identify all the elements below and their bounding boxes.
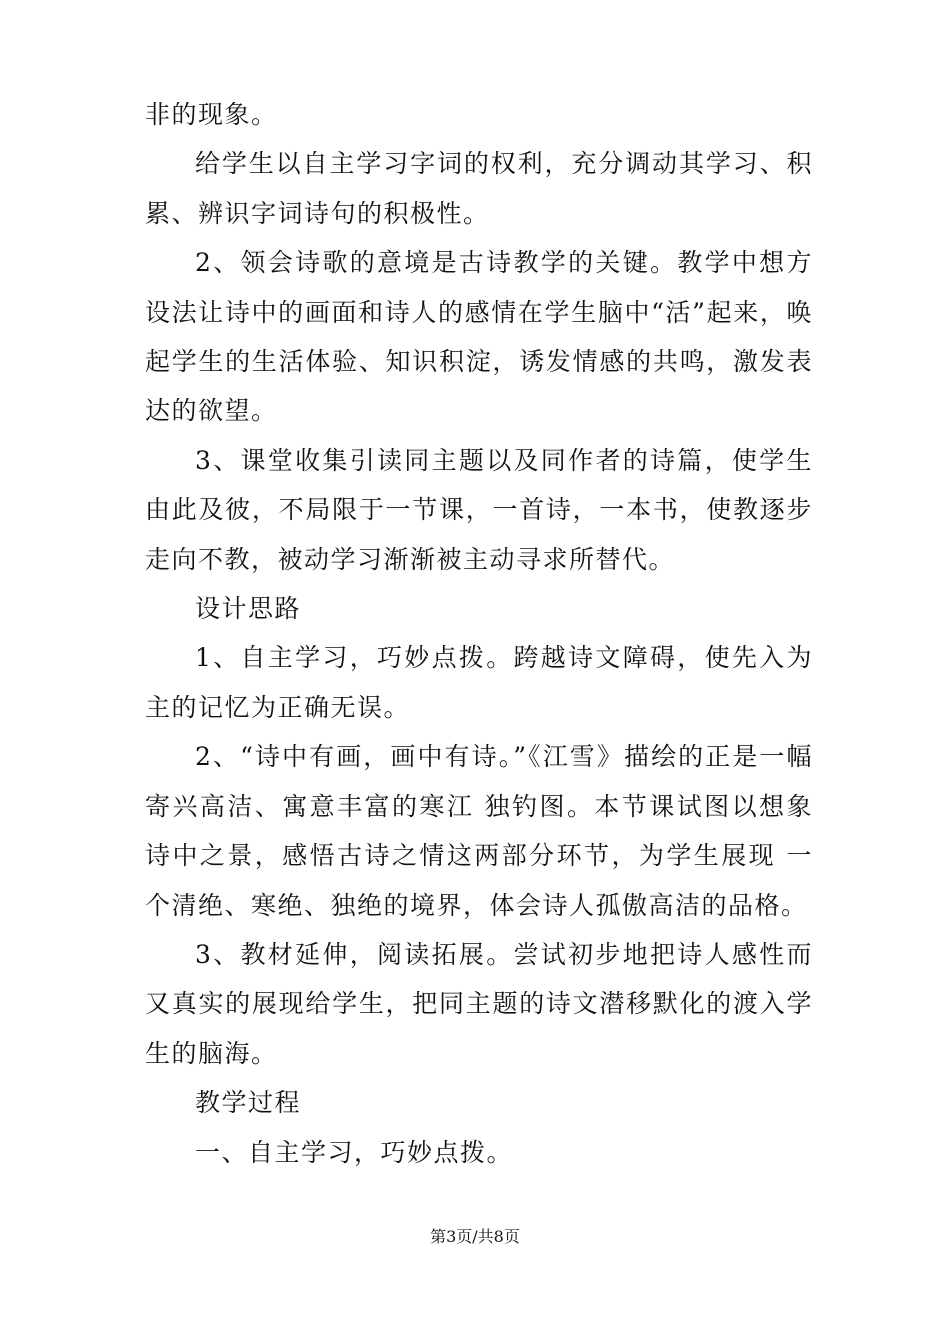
- section-heading-design-ideas: 设计思路: [195, 594, 302, 624]
- paragraph-7: 3、教材延伸，阅读拓展。尝试初步地把诗人感性而又真实的展现给学生，把同主题的诗文潜移默化的渡入学生的脑海。: [145, 939, 813, 1068]
- paragraph-4: 3、课堂收集引读同主题以及同作者的诗篇，使学生由此及彼，不局限于一节课，一首诗，一本书，使教逐步走向不教，被动学习渐渐被主动寻求所替代。: [145, 445, 813, 574]
- paragraph-3: 2、领会诗歌的意境是古诗教学的关键。教学中想方设法让诗中的画面和诗人的感情在学生脑中“活”起来，唤起学生的生活体验、知识积淀，诱发情感的共鸣，激发表达的欲望。: [145, 248, 813, 426]
- paragraph-8: 一、自主学习，巧妙点拨。: [195, 1137, 514, 1167]
- paragraph-5: 1、自主学习，巧妙点拨。跨越诗文障碍，使先入为主的记忆为正确无误。: [145, 643, 813, 722]
- paragraph-2: 给学生以自主学习字词的权利，充分调动其学习、积累、辨识字词诗句的积极性。: [145, 149, 813, 228]
- page-footer: [0, 1226, 950, 1248]
- document-body: [145, 90, 813, 1177]
- page-number: 第3页/共8页: [430, 1227, 520, 1246]
- paragraph-1: 非的现象。: [145, 100, 278, 129]
- section-heading-teaching-process: 教学过程: [195, 1088, 302, 1118]
- paragraph-6: 2、“诗中有画，画中有诗。”《江雪》描绘的正是一幅寄兴高洁、寓意丰富的寒江 独钓图。本节课试图以想象诗中之景，感悟古诗之情这两部分环节，为学生展现 一个清绝、寒绝、独绝的境界，体会诗人孤傲高洁的品格。: [145, 742, 813, 920]
